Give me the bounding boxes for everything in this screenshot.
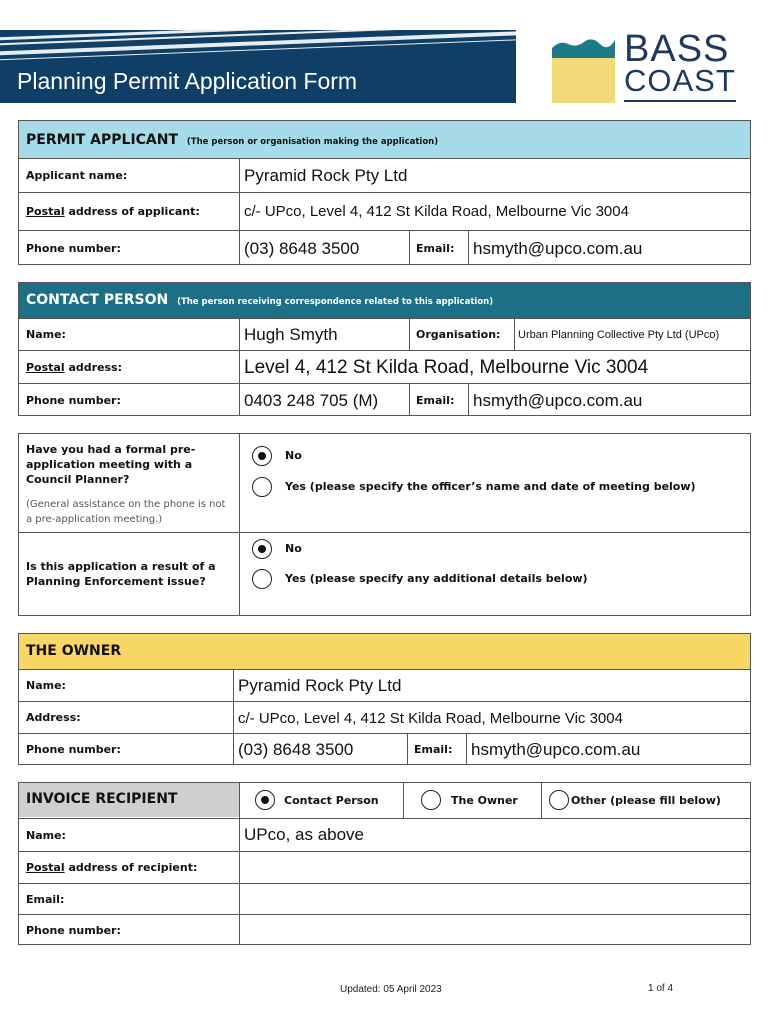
q2-yes-label: Yes (please specify any additional details below): [285, 572, 588, 585]
q2-yes-radio[interactable]: [252, 569, 272, 589]
applicant-postal-field[interactable]: c/- UPco, Level 4, 412 St Kilda Road, Melbourne Vic 3004: [244, 203, 629, 220]
section-title: CONTACT PERSON: [26, 292, 169, 308]
q1-label: Have you had a formal pre-application meeting with a Council Planner?: [26, 443, 196, 486]
invoice-owner-label: The Owner: [451, 794, 518, 807]
invoice-owner-radio[interactable]: [421, 790, 441, 810]
applicant-name-field[interactable]: Pyramid Rock Pty Ltd: [244, 166, 408, 185]
invoice-name-field[interactable]: UPco, as above: [244, 825, 365, 844]
owner-section: [18, 633, 751, 765]
contact-person-section: [18, 282, 751, 416]
contact-org-label: Organisation:: [416, 328, 501, 341]
contact-postal-label: Postal address:: [26, 361, 123, 374]
q2-no-radio[interactable]: [252, 539, 272, 559]
q1-yes-radio[interactable]: [252, 477, 272, 497]
section-header: [19, 783, 239, 817]
owner-email-field[interactable]: hsmyth@upco.com.au: [471, 740, 641, 759]
section-header: [19, 283, 750, 318]
logo-word-bass: BASS: [624, 28, 730, 70]
invoice-phone-label: Phone number:: [26, 924, 121, 937]
contact-name-label: Name:: [26, 328, 66, 341]
contact-email-field[interactable]: hsmyth@upco.com.au: [473, 391, 643, 410]
invoice-email-label: Email:: [26, 893, 65, 906]
invoice-contact-radio[interactable]: [255, 790, 275, 810]
invoice-other-radio[interactable]: [549, 790, 569, 810]
contact-org-field[interactable]: Urban Planning Collective Pty Ltd (UPco): [518, 329, 720, 341]
bass-coast-logo: [552, 30, 742, 105]
pre-application-questions: [18, 433, 751, 616]
q2-no-label: No: [285, 542, 302, 555]
invoice-postal-label: Postal address of recipient:: [26, 861, 198, 874]
owner-phone-label: Phone number:: [26, 743, 121, 756]
owner-name-label: Name:: [26, 679, 66, 692]
contact-postal-field[interactable]: Level 4, 412 St Kilda Road, Melbourne Vic 3004: [244, 357, 649, 378]
invoice-recipient-section: [18, 782, 751, 945]
contact-name-field[interactable]: Hugh Smyth: [244, 325, 338, 344]
section-title: THE OWNER: [26, 643, 122, 659]
invoice-other-label: Other (please fill below): [571, 794, 721, 807]
title-banner: [0, 30, 516, 103]
applicant-email-field[interactable]: hsmyth@upco.com.au: [473, 239, 643, 258]
contact-phone-field[interactable]: 0403 248 705 (M): [244, 391, 379, 410]
section-header: [19, 121, 750, 158]
section-title: INVOICE RECIPIENT: [26, 791, 178, 807]
applicant-name-label: Applicant name:: [26, 169, 128, 182]
section-subtitle: (The person receiving correspondence related to this application): [177, 297, 494, 307]
q1-yes-label: Yes (please specify the officer’s name and date of meeting below): [285, 480, 696, 493]
q1-no-label: No: [285, 449, 302, 462]
applicant-phone-field[interactable]: (03) 8648 3500: [244, 239, 360, 258]
logo-word-coast: COAST: [624, 63, 736, 98]
section-subtitle: (The person or organisation making the application): [186, 137, 439, 147]
section-header: [19, 634, 750, 669]
owner-email-label: Email:: [414, 743, 453, 756]
permit-applicant-section: [18, 120, 751, 265]
owner-address-label: Address:: [26, 711, 81, 724]
section-title: PERMIT APPLICANT: [26, 132, 179, 148]
page-number: 1 of 4: [648, 983, 674, 994]
page-title: Planning Permit Application Form: [17, 68, 358, 94]
applicant-phone-label: Phone number:: [26, 242, 121, 255]
q1-no-radio[interactable]: [252, 446, 272, 466]
applicant-postal-label: Postal address of applicant:: [26, 205, 200, 218]
invoice-name-label: Name:: [26, 829, 66, 842]
owner-phone-field[interactable]: (03) 8648 3500: [238, 740, 354, 759]
contact-phone-label: Phone number:: [26, 394, 121, 407]
invoice-contact-label: Contact Person: [284, 794, 379, 807]
updated-date: Updated: 05 April 2023: [340, 984, 442, 995]
owner-name-field[interactable]: Pyramid Rock Pty Ltd: [238, 676, 402, 695]
owner-address-field[interactable]: c/- UPco, Level 4, 412 St Kilda Road, Melbourne Vic 3004: [238, 710, 623, 727]
q1-note: (General assistance on the phone is not a pre-application meeting.): [26, 499, 226, 525]
applicant-email-label: Email:: [416, 242, 455, 255]
contact-email-label: Email:: [416, 394, 455, 407]
logo-mark-icon: [552, 30, 615, 103]
q2-label: Is this application a result of a Planning Enforcement issue?: [26, 560, 216, 588]
